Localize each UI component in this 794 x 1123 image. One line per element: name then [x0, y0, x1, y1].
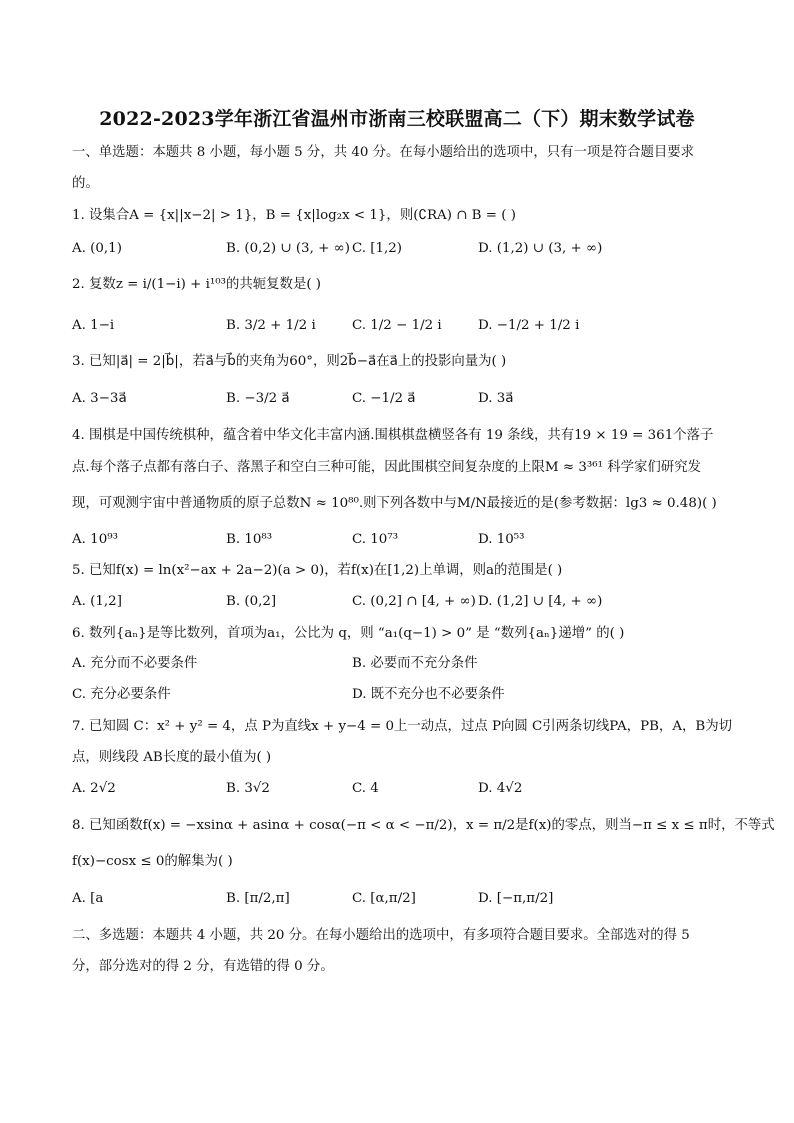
- question-4-option-b: B. 10⁸³: [226, 532, 273, 547]
- question-1-option-c: C. [1,2): [352, 241, 403, 256]
- question-2-option-a: A. 1−i: [72, 318, 115, 333]
- question-3-option-b: B. −3/2 a⃗: [226, 391, 290, 406]
- question-2-stem: 2. 复数z = i/(1−i) + i¹⁰³的共轭复数是( ): [72, 277, 322, 292]
- question-3-option-d: D. 3a⃗: [478, 391, 514, 406]
- question-7-option-d: D. 4√2: [478, 781, 523, 796]
- question-3-stem: 3. 已知|a⃗| = 2|b⃗|，若a⃗与b⃗的夹角为60°，则2b⃗−a⃗在a⃗上的投影向量为( ): [72, 354, 507, 369]
- question-2-option-b: B. 3/2 + 1/2 i: [226, 318, 316, 333]
- question-4-stem-line-2: 点.每个落子点都有落白子、落黑子和空白三种可能，因此围棋空间复杂度的上限M ≈ 3³⁶¹ 科学家们研究发: [72, 460, 701, 475]
- question-6-option-b: B. 必要而不充分条件: [352, 656, 478, 671]
- question-8-stem-line-2: f(x)−cosx ≤ 0的解集为( ): [72, 854, 233, 869]
- question-6-option-c: C. 充分必要条件: [72, 687, 171, 702]
- question-6-option-a: A. 充分而不必要条件: [72, 656, 198, 671]
- question-8-option-c: C. [α,π/2]: [352, 891, 416, 906]
- question-5-stem: 5. 已知f(x) = ln(x²−ax + 2a−2)(a > 0)，若f(x)在[1,2)上单调，则a的范围是( ): [72, 563, 563, 578]
- question-2-option-c: C. 1/2 − 1/2 i: [352, 318, 442, 333]
- question-7-option-b: B. 3√2: [226, 781, 270, 796]
- question-5-option-a: A. (1,2]: [72, 594, 122, 609]
- question-1-option-a: A. (0,1): [72, 241, 122, 256]
- question-3-option-c: C. −1/2 a⃗: [352, 391, 416, 406]
- question-3-option-a: A. 3−3a⃗: [72, 391, 127, 406]
- section-2-heading-line-1: 二、多选题：本题共 4 小题，共 20 分。在每小题给出的选项中，有多项符合题目要求。全部选对的得 5: [72, 928, 690, 943]
- question-4-option-d: D. 10⁵³: [478, 532, 525, 547]
- question-6-option-d: D. 既不充分也不必要条件: [352, 687, 505, 702]
- question-4-option-c: C. 10⁷³: [352, 532, 399, 547]
- question-7-option-a: A. 2√2: [72, 781, 116, 796]
- section-2-heading-line-2: 分，部分选对的得 2 分，有选错的得 0 分。: [72, 959, 334, 974]
- section-1-heading-line-1: 一、单选题：本题共 8 小题，每小题 5 分，共 40 分。在每小题给出的选项中，只有一项是符合题目要求: [72, 145, 695, 160]
- question-4-stem-line-3: 现，可观测宇宙中普通物质的原子总数N ≈ 10⁸⁰.则下列各数中与M/N最接近的是(参考数据：lg3 ≈ 0.48)( ): [72, 496, 717, 511]
- question-8-option-b: B. [π/2,π]: [226, 891, 290, 906]
- question-1-option-d: D. (1,2) ∪ (3, + ∞): [478, 241, 603, 256]
- question-1-option-b: B. (0,2) ∪ (3, + ∞): [226, 241, 350, 256]
- question-5-option-d: D. (1,2] ∪ [4, + ∞): [478, 594, 603, 609]
- question-7-stem-line-2: 点，则线段 AB长度的最小值为( ): [72, 750, 272, 765]
- page-title: 2022-2023学年浙江省温州市浙南三校联盟高二（下）期末数学试卷: [99, 108, 695, 130]
- question-6-stem: 6. 数列{aₙ}是等比数列，首项为a₁，公比为 q，则 “a₁(q−1) > 0” 是 “数列{aₙ}递增” 的( ): [72, 626, 625, 641]
- question-7-stem-line-1: 7. 已知圆 C：x² + y² = 4，点 P为直线x + y−4 = 0上一动点，过点 P向圆 C引两条切线PA，PB，A，B为切: [72, 719, 732, 734]
- question-2-option-d: D. −1/2 + 1/2 i: [478, 318, 580, 333]
- question-8-option-a: A. [a: [72, 891, 104, 906]
- question-4-stem-line-1: 4. 围棋是中国传统棋种，蕴含着中华文化丰富内涵.围棋棋盘横竖各有 19 条线，共有19 × 19 = 361个落子: [72, 428, 714, 443]
- section-1-heading-line-2: 的。: [72, 176, 99, 191]
- question-4-option-a: A. 10⁹³: [72, 532, 118, 547]
- question-7-option-c: C. 4: [352, 781, 379, 796]
- question-1-stem: 1. 设集合A = {x||x−2| > 1}，B = {x|log₂x < 1}，则(∁RA) ∩ B = ( ): [72, 208, 516, 223]
- question-8-option-d: D. [−π,π/2]: [478, 891, 554, 906]
- question-5-option-b: B. (0,2]: [226, 594, 277, 609]
- question-8-stem-line-1: 8. 已知函数f(x) = −xsinα + asinα + cosα(−π < α < −π/2)，x = π/2是f(x)的零点，则当−π ≤ x ≤ π时，不等式: [72, 818, 775, 833]
- question-5-option-c: C. (0,2] ∩ [4, + ∞): [352, 594, 476, 609]
